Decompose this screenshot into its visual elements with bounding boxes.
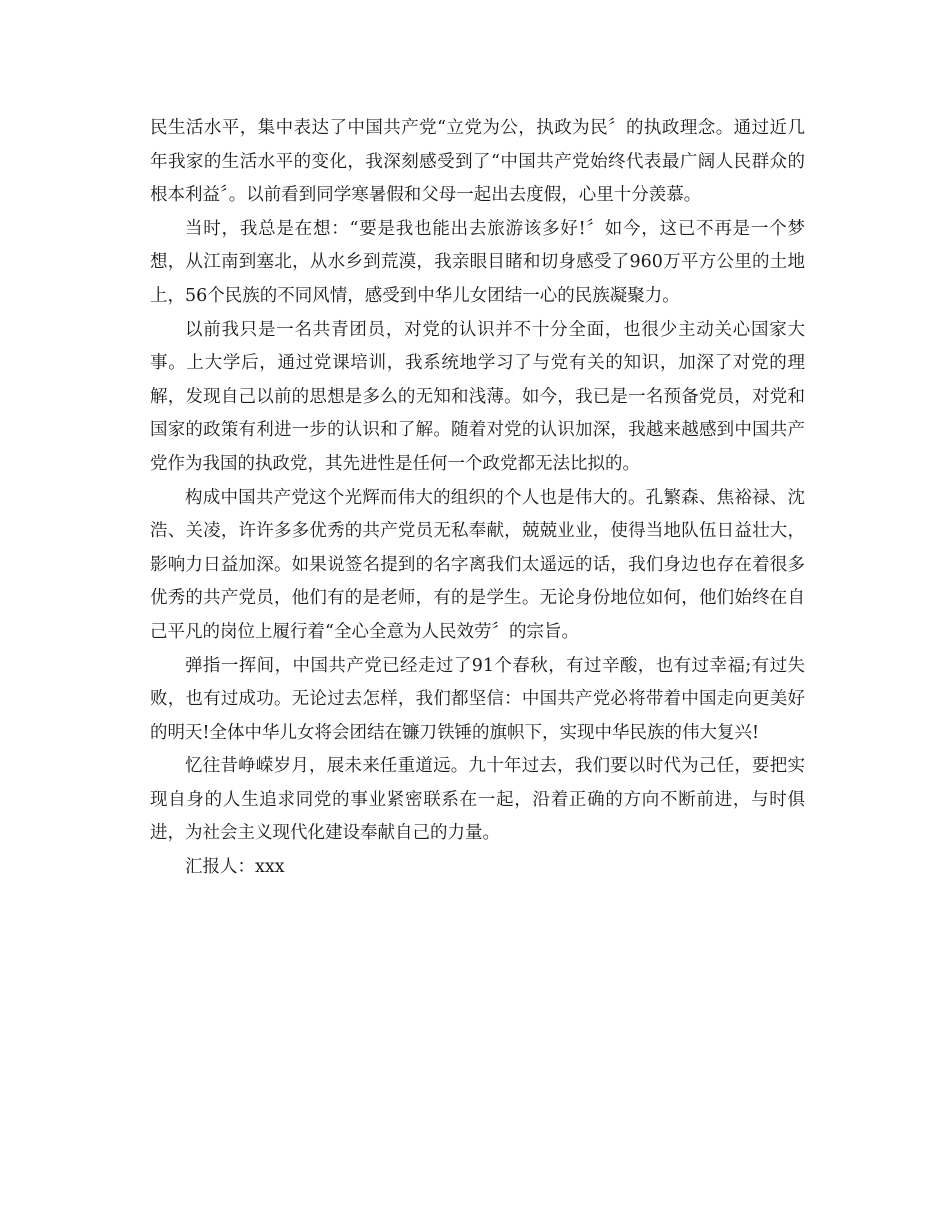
paragraph-6: 忆往昔峥嵘岁月，展未来任重道远。九十年过去，我们要以时代为己任，要把实现自身的人生追求同党的事业紧密联系在一起，沿着正确的方向不断前进，与时俱进，为社会主义现代化建设奉献自己的力量。	[150, 756, 805, 844]
paragraph-1: 民生活水平，集中表达了中国共产党“立党为公，执政为民〞的执政理念。通过近几年我家的生活水平的变化，我深刻感受到了“中国共产党始终代表最广阔人民群众的根本利益〞。以前看到同学寒暑假和父母一起出去度假，心里十分羡慕。	[150, 118, 805, 206]
paragraph-2: 当时，我总是在想：“要是我也能出去旅游该多好!〞如今，这已不再是一个梦想，从江南到塞北，从水乡到荒漠，我亲眼目睹和切身感受了960万平方公里的土地上，56个民族的不同风情，感受到中华儿女团结一心的民族凝聚力。	[150, 218, 805, 306]
paragraph-4: 构成中国共产党这个光辉而伟大的组织的个人也是伟大的。孔繁森、焦裕禄、沈浩、关凌，许许多多优秀的共产党员无私奉献，兢兢业业，使得当地队伍日益壮大，影响力日益加深。如果说签名提到的名字离我们太遥远的话，我们身边也存在着很多优秀的共产党员，他们有的是老师，有的是学生。无论身份地位如何，他们始终在自己平凡的岗位上履行着“全心全意为人民效劳〞的宗旨。	[150, 487, 805, 642]
paragraph-5: 弹指一挥间，中国共产党已经走过了91个春秋，有过辛酸，也有过幸福;有过失败，也有过成功。无论过去怎样，我们都坚信：中国共产党必将带着中国走向更美好的明天!全体中华儿女将会团结在镰刀铁锤的旗帜下，实现中华民族的伟大复兴!	[150, 655, 805, 743]
document-body	[150, 112, 805, 885]
paragraph-3: 以前我只是一名共青团员，对党的认识并不十分全面，也很少主动关心国家大事。上大学后，通过党课培训，我系统地学习了与党有关的知识，加深了对党的理解，发现自己以前的思想是多么的无知和浅薄。如今，我已是一名预备党员，对党和国家的政策有利进一步的认识和了解。随着对党的认识加深，我越来越感到中国共产党作为我国的执政党，其先进性是任何一个政党都无法比拟的。	[150, 319, 805, 474]
reporter-signature: 汇报人：xxx	[185, 857, 285, 878]
